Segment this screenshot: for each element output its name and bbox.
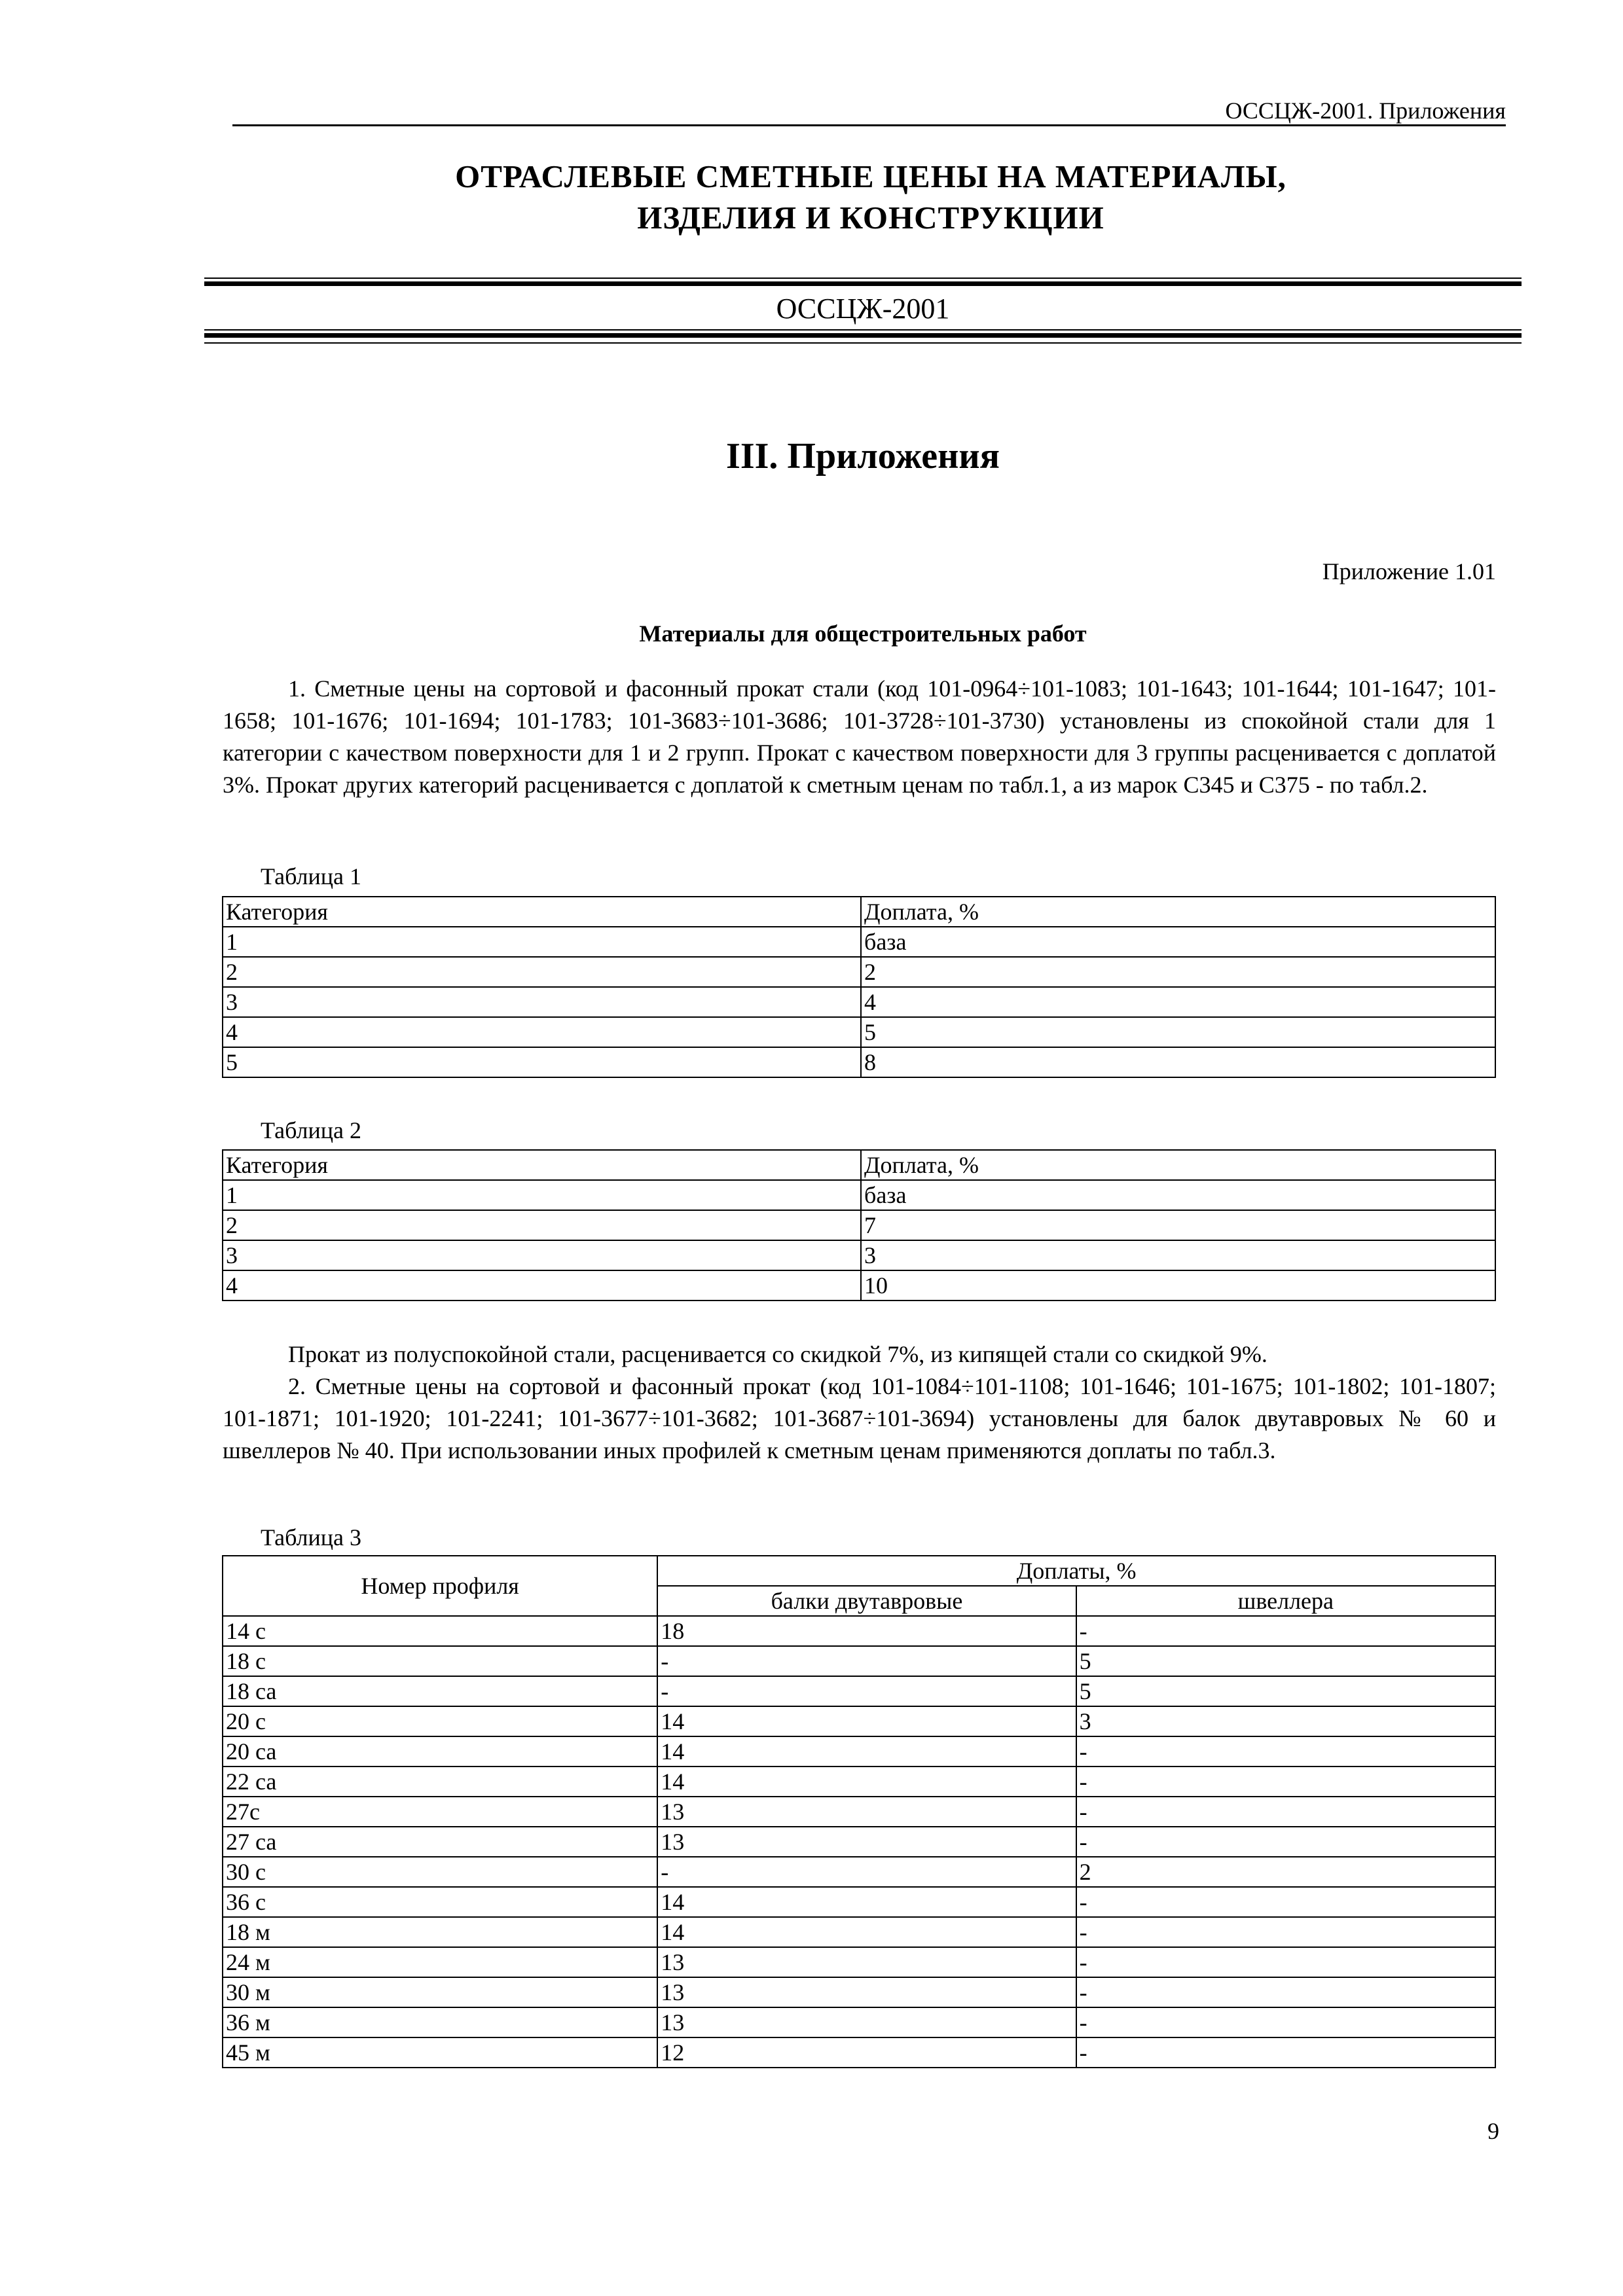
table1-cell: 5 [861, 1017, 1495, 1047]
page-number: 9 [1487, 2118, 1499, 2144]
table1-cell: 3 [223, 987, 861, 1017]
doc-code: ОССЦЖ-2001 [776, 293, 950, 325]
table3-header-beams: балки двутавровые [657, 1586, 1076, 1616]
table3-cell: 13 [657, 2007, 1076, 2037]
table3-cell: 13 [657, 1827, 1076, 1857]
table3-cell: 18 с [223, 1646, 657, 1676]
table1-cell: база [861, 927, 1495, 957]
table3-cell: - [1076, 1887, 1495, 1917]
table3-cell: - [1076, 2037, 1495, 2068]
table3-cell: 5 [1076, 1646, 1495, 1676]
table3-cell: 13 [657, 1797, 1076, 1827]
table3-cell: 20 са [223, 1736, 657, 1767]
table-3 [222, 1555, 1496, 2068]
table3-row [223, 1616, 1495, 1646]
main-title-line-2: ИЗДЕЛИЯ И КОНСТРУКЦИИ [637, 200, 1104, 236]
table3-cell: 24 м [223, 1947, 657, 1977]
table3-cell: - [1076, 1797, 1495, 1827]
table2-row [223, 1240, 1495, 1270]
table3-row [223, 1887, 1495, 1917]
table3-cell: 30 с [223, 1857, 657, 1887]
table3-row [223, 1767, 1495, 1797]
main-title [236, 156, 1506, 238]
table3-cell: - [1076, 1736, 1495, 1767]
table3-cell: - [657, 1646, 1076, 1676]
table3-cell: 36 м [223, 2007, 657, 2037]
table1-cell: 1 [223, 927, 861, 957]
table1-cell: 2 [861, 957, 1495, 987]
table-1 [222, 896, 1496, 1078]
table2-cell: 3 [861, 1240, 1495, 1270]
paragraph-1: 1. Сметные цены на сортовой и фасонный прокат стали (код 101-0964÷101-1083; 101-1643; 101-1644; 101-1647; 101-1658; 101-1676; 101-1694; 101-1783; 101-3683÷101-3686; 101-3728÷101-3730) установлены из спокойной стали для 1 категории с качеством поверхности для 1 и 2 групп. Прокат с качеством поверхности для 3 группы расценивается с доплатой 3%. Прокат других категорий расценивается с доплатой к сметным ценам по табл.1, а из марок С345 и С375 - по табл.2. [223, 675, 1496, 798]
table3-cell: - [1076, 1917, 1495, 1947]
table1-cell: 5 [223, 1047, 861, 1077]
table2-cell: 2 [223, 1210, 861, 1240]
appendix-number: Приложение 1.01 [1322, 558, 1496, 584]
table3-cell: 18 м [223, 1917, 657, 1947]
table2-row [223, 1270, 1495, 1300]
table3-row [223, 1706, 1495, 1736]
table3-cell: 27с [223, 1797, 657, 1827]
table3-row [223, 1676, 1495, 1706]
table3-cell: - [1076, 1767, 1495, 1797]
bottom-rule-thin [204, 329, 1522, 331]
table3-cell: 22 са [223, 1767, 657, 1797]
table3-cell: - [1076, 2007, 1495, 2037]
table3-row [223, 1646, 1495, 1676]
paragraph-3: 2. Сметные цены на сортовой и фасонный прокат (код 101-1084÷101-1108; 101-1646; 101-1675; 101-1802; 101-1807; 101-1871; 101-1920; 101-2241; 101-3677÷101-3682; 101-3687÷101-3694) установлены для балок двутавровых № 60 и швеллеров № 40. При использовании иных профилей к сметным ценам применяются доплаты по табл.3. [223, 1373, 1496, 1463]
table3-row [223, 1917, 1495, 1947]
table2-cell: 10 [861, 1270, 1495, 1300]
table3-row [223, 1977, 1495, 2007]
table3-cell: 13 [657, 1977, 1076, 2007]
table3-row [223, 1736, 1495, 1767]
table1-header-surcharge: Доплата, % [861, 897, 1495, 927]
table3-header-channels: швеллера [1076, 1586, 1495, 1616]
table3-header-row-1 [223, 1556, 1495, 1586]
table3-row [223, 1857, 1495, 1887]
table1-row [223, 927, 1495, 957]
table3-cell: 14 [657, 1767, 1076, 1797]
table3-row [223, 2037, 1495, 2068]
table3-cell: 36 с [223, 1887, 657, 1917]
table1-row [223, 957, 1495, 987]
table3-cell: 20 с [223, 1706, 657, 1736]
table3-cell: 30 м [223, 1977, 657, 2007]
table3-cell: 45 м [223, 2037, 657, 2068]
table3-cell: 18 [657, 1616, 1076, 1646]
table3-cell: 14 с [223, 1616, 657, 1646]
top-rule-thick [204, 281, 1522, 286]
table3-cell: - [657, 1857, 1076, 1887]
table3-cell: 5 [1076, 1676, 1495, 1706]
header-rule [232, 124, 1506, 126]
table2-header-surcharge: Доплата, % [861, 1150, 1495, 1180]
table2-cell: 7 [861, 1210, 1495, 1240]
table2-cell: база [861, 1180, 1495, 1210]
main-title-line-1: ОТРАСЛЕВЫЕ СМЕТНЫЕ ЦЕНЫ НА МАТЕРИАЛЫ, [455, 158, 1286, 194]
table3-cell: - [657, 1676, 1076, 1706]
table1-cell: 4 [223, 1017, 861, 1047]
table-2 [222, 1149, 1496, 1301]
table3-header-profile: Номер профиля [223, 1556, 657, 1616]
table1-header-category: Категория [223, 897, 861, 927]
table3-cell: 12 [657, 2037, 1076, 2068]
table3-caption: Таблица 3 [261, 1524, 361, 1551]
table3-row [223, 1947, 1495, 1977]
table1-header-row [223, 897, 1495, 927]
table2-header-category: Категория [223, 1150, 861, 1180]
appendix-title: Материалы для общестроительных работ [639, 620, 1087, 647]
table3-cell: 14 [657, 1887, 1076, 1917]
table3-cell: 27 са [223, 1827, 657, 1857]
table3-cell: - [1076, 1616, 1495, 1646]
running-header: ОССЦЖ-2001. Приложения [1225, 98, 1506, 124]
table3-cell: - [1076, 1977, 1495, 2007]
table3-cell: 13 [657, 1947, 1076, 1977]
table2-row [223, 1180, 1495, 1210]
table1-row [223, 1047, 1495, 1077]
table2-cell: 4 [223, 1270, 861, 1300]
table2-caption: Таблица 2 [261, 1117, 361, 1143]
table3-cell: 14 [657, 1917, 1076, 1947]
table2-cell: 3 [223, 1240, 861, 1270]
table3-cell: 14 [657, 1736, 1076, 1767]
section-title: III. Приложения [726, 436, 1000, 476]
table3-cell: 3 [1076, 1706, 1495, 1736]
top-rule-thin [204, 278, 1522, 279]
table3-header-surcharges: Доплаты, % [657, 1556, 1495, 1586]
table2-cell: 1 [223, 1180, 861, 1210]
bottom-rule-thick [204, 333, 1522, 338]
table1-cell: 2 [223, 957, 861, 987]
table3-cell: 18 са [223, 1676, 657, 1706]
paragraph-2: Прокат из полуспокойной стали, расценивается со скидкой 7%, из кипящей стали со скидкой 9%. [288, 1341, 1267, 1367]
table3-cell: - [1076, 1947, 1495, 1977]
table2-row [223, 1210, 1495, 1240]
table3-cell: 2 [1076, 1857, 1495, 1887]
table2-header-row [223, 1150, 1495, 1180]
table3-row [223, 1797, 1495, 1827]
table1-row [223, 987, 1495, 1017]
bottom-rule-thin-2 [204, 342, 1522, 344]
table1-row [223, 1017, 1495, 1047]
table1-caption: Таблица 1 [261, 863, 361, 889]
table1-cell: 4 [861, 987, 1495, 1017]
table1-cell: 8 [861, 1047, 1495, 1077]
table3-row [223, 1827, 1495, 1857]
table3-row [223, 2007, 1495, 2037]
table3-cell: 14 [657, 1706, 1076, 1736]
table3-cell: - [1076, 1827, 1495, 1857]
